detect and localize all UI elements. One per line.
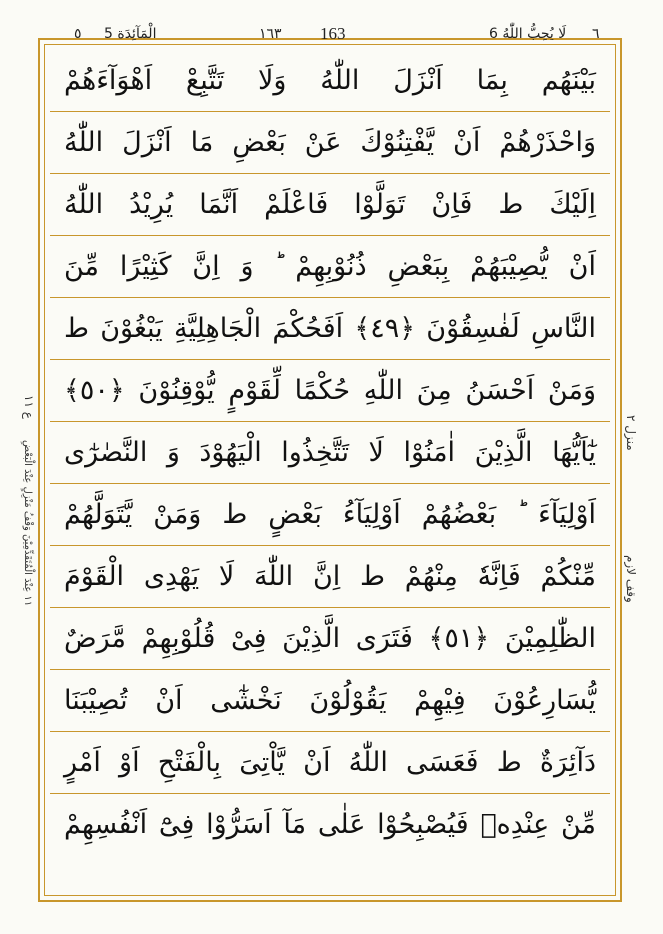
page-header [44, 24, 616, 46]
side-ruku-label: ع ۱۱ [22, 395, 36, 419]
text-line-5: النَّاسِ لَفٰسِقُوْنَ ﴿٤٩﴾ اَفَحُكْمَ الْجَاهِلِيَّةِ يَبْغُوْنَ ط [50, 298, 610, 360]
text-line-6: وَمَنْ اَحْسَنُ مِنَ اللّٰهِ حُكْمًا لِّقَوْمٍ يُّوْقِنُوْنَ ﴿٥٠﴾ [50, 360, 610, 422]
side-note-label: ١١ عِنْدَ الْمُتَقَدِّمِيْنَ وَقْفُ مَنْزِلٍ عِنْدَ الْبَعْضِ [22, 440, 33, 607]
header-page-number: 163 [320, 24, 346, 43]
header-page-number-arabic: ١٦٣ [259, 26, 282, 42]
header-juz-label: 6 لَا يُحِبُّ اللّٰهُ [489, 26, 567, 42]
text-line-4: اَنْ يُّصِيْبَهُمْ بِبَعْضِ ذُنُوْبِهِمْ ؕ وَ اِنَّ كَثِيْرًا مِّنَ [50, 236, 610, 298]
header-juz-number-arabic: ٦ [592, 26, 600, 42]
text-line-13: مِّنْ عِنْدِهٖ فَيُصْبِحُوْا عَلٰى مَآ اَسَرُّوْا فِىْٓ اَنْفُسِهِمْ [64, 809, 596, 840]
text-line-10: الظّٰلِمِيْنَ ﴿٥١﴾ فَتَرَى الَّذِيْنَ فِىْ قُلُوْبِهِمْ مَّرَضٌ [50, 608, 610, 670]
text-line-8: اَوْلِيَآءَ ؕ بَعْضُهُمْ اَوْلِيَآءُ بَعْضٍ ط وَمَنْ يَّتَوَلَّهُمْ [50, 484, 610, 546]
text-line-7: يٰٓاَيُّهَا الَّذِيْنَ اٰمَنُوْا لَا تَتَّخِذُوا الْيَهُوْدَ وَ النَّصٰرٰٓى [50, 422, 610, 484]
header-surah-label: 5 الْمَآئِدَة [104, 26, 157, 42]
text-line-12: دَآئِرَةٌ ط فَعَسَى اللّٰهُ اَنْ يَّاْتِىَ بِالْفَتْحِ اَوْ اَمْرٍ [50, 732, 610, 794]
side-waqf-label: وقف لازم [624, 555, 638, 603]
text-line-9: مِّنْكُمْ فَاِنَّهٗ مِنْهُمْ ط اِنَّ اللّٰهَ لَا يَهْدِى الْقَوْمَ [50, 546, 610, 608]
text-line-2: وَاحْذَرْهُمْ اَنْ يَّفْتِنُوْكَ عَنْ بَعْضِ مَا اَنْزَلَ اللّٰهُ [50, 112, 610, 174]
header-surah-number-arabic: ٥ [74, 26, 82, 42]
text-line-11: يُّسَارِعُوْنَ فِيْهِمْ يَقُوْلُوْنَ نَخْشٰٓى اَنْ تُصِيْبَنَا [50, 670, 610, 732]
text-line-1: بَيْنَهُم بِمَا اَنْزَلَ اللّٰهُ وَلَا تَتَّبِعْ اَهْوَآءَهُمْ [50, 50, 610, 112]
side-manzil-label: منزل ۲ [624, 415, 638, 451]
text-line-3: اِلَيْكَ ط فَاِنْ تَوَلَّوْا فَاعْلَمْ اَنَّمَا يُرِيْدُ اللّٰهُ [50, 174, 610, 236]
